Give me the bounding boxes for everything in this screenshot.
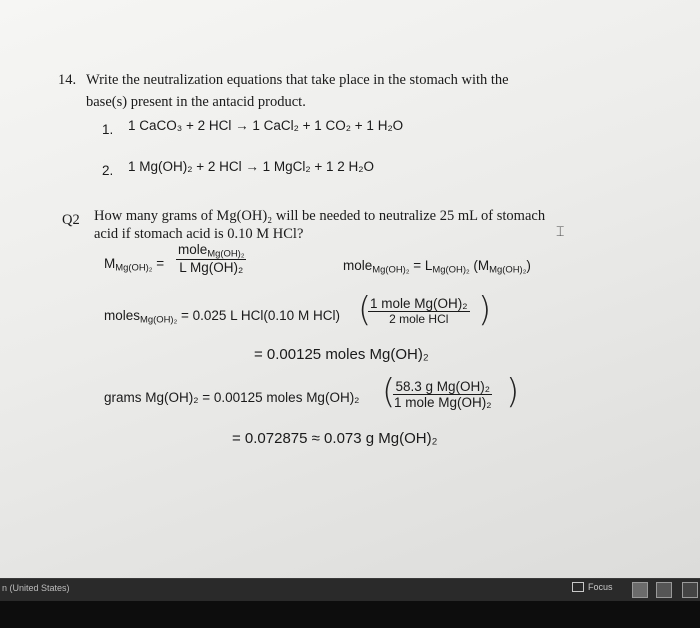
molarity-lhs: $M_{Mg(OH)_2}$ =: [104, 256, 165, 274]
view-icon[interactable]: [632, 582, 648, 598]
taskbar: [0, 578, 700, 601]
result-moles: = 0.00125 moles Mg(OH)₂: [254, 346, 429, 363]
focus-button[interactable]: [572, 582, 613, 592]
q14-line1: Write the neutralization equations that take place in the stomach with the: [86, 72, 509, 88]
layout-icon[interactable]: [656, 582, 672, 598]
mole-equation: mole$_{Mg(OH)_2}$ = $L_{Mg(OH)_2}$ $(M_{Mg(OH)_2})$: [343, 258, 531, 276]
settings-icon[interactable]: [682, 582, 698, 598]
q2-line2: acid if stomach acid is 0.10 M HCl?: [94, 226, 304, 242]
q2-line1: How many grams of Mg(OH)₂ will be needed to neutralize 25 mL of stomach: [94, 208, 546, 224]
eq2-number: 2.: [102, 163, 114, 178]
q2-label: Q2: [62, 212, 80, 228]
close-paren: ): [478, 290, 492, 330]
focus-label: Focus: [588, 582, 613, 592]
molarity-fraction: mole$_{Mg(OH)_2}$ L Mg(OH)₂: [178, 242, 245, 276]
result-grams: = 0.072875 ≈ 0.073 g Mg(OH)₂: [232, 430, 438, 447]
open-paren-2: (: [382, 372, 396, 412]
q14-line2: base(s) present in the antacid product.: [86, 94, 306, 110]
moles-line: moles$_{Mg(OH)_2}$ = 0.025 L HCl(0.10 M HCl): [104, 308, 340, 326]
eq1-text: 1 CaCO₃ + 2 HCl → 1 CaCl₂ + 1 CO₂ + 1 H₂O: [128, 118, 404, 133]
eq1-number: 1.: [102, 122, 114, 137]
molar-mass-fraction: 58.3 g Mg(OH)₂ 1 mole Mg(OH)₂: [394, 379, 492, 410]
focus-icon: [572, 582, 584, 592]
bottom-bezel: [0, 601, 700, 628]
open-paren: (: [358, 290, 372, 330]
text-cursor-icon: ⌶: [556, 224, 565, 240]
language-indicator[interactable]: n (United States): [2, 583, 70, 593]
grams-line: grams Mg(OH)₂ = 0.00125 moles Mg(OH)₂: [104, 390, 360, 405]
eq2-text: 1 Mg(OH)₂ + 2 HCl → 1 MgCl₂ + 1 2 H₂O: [128, 159, 375, 174]
mole-ratio-fraction: 1 mole Mg(OH)₂ 2 mole HCl: [370, 296, 468, 326]
close-paren-2: ): [506, 372, 520, 412]
q14-number: 14.: [58, 72, 77, 88]
